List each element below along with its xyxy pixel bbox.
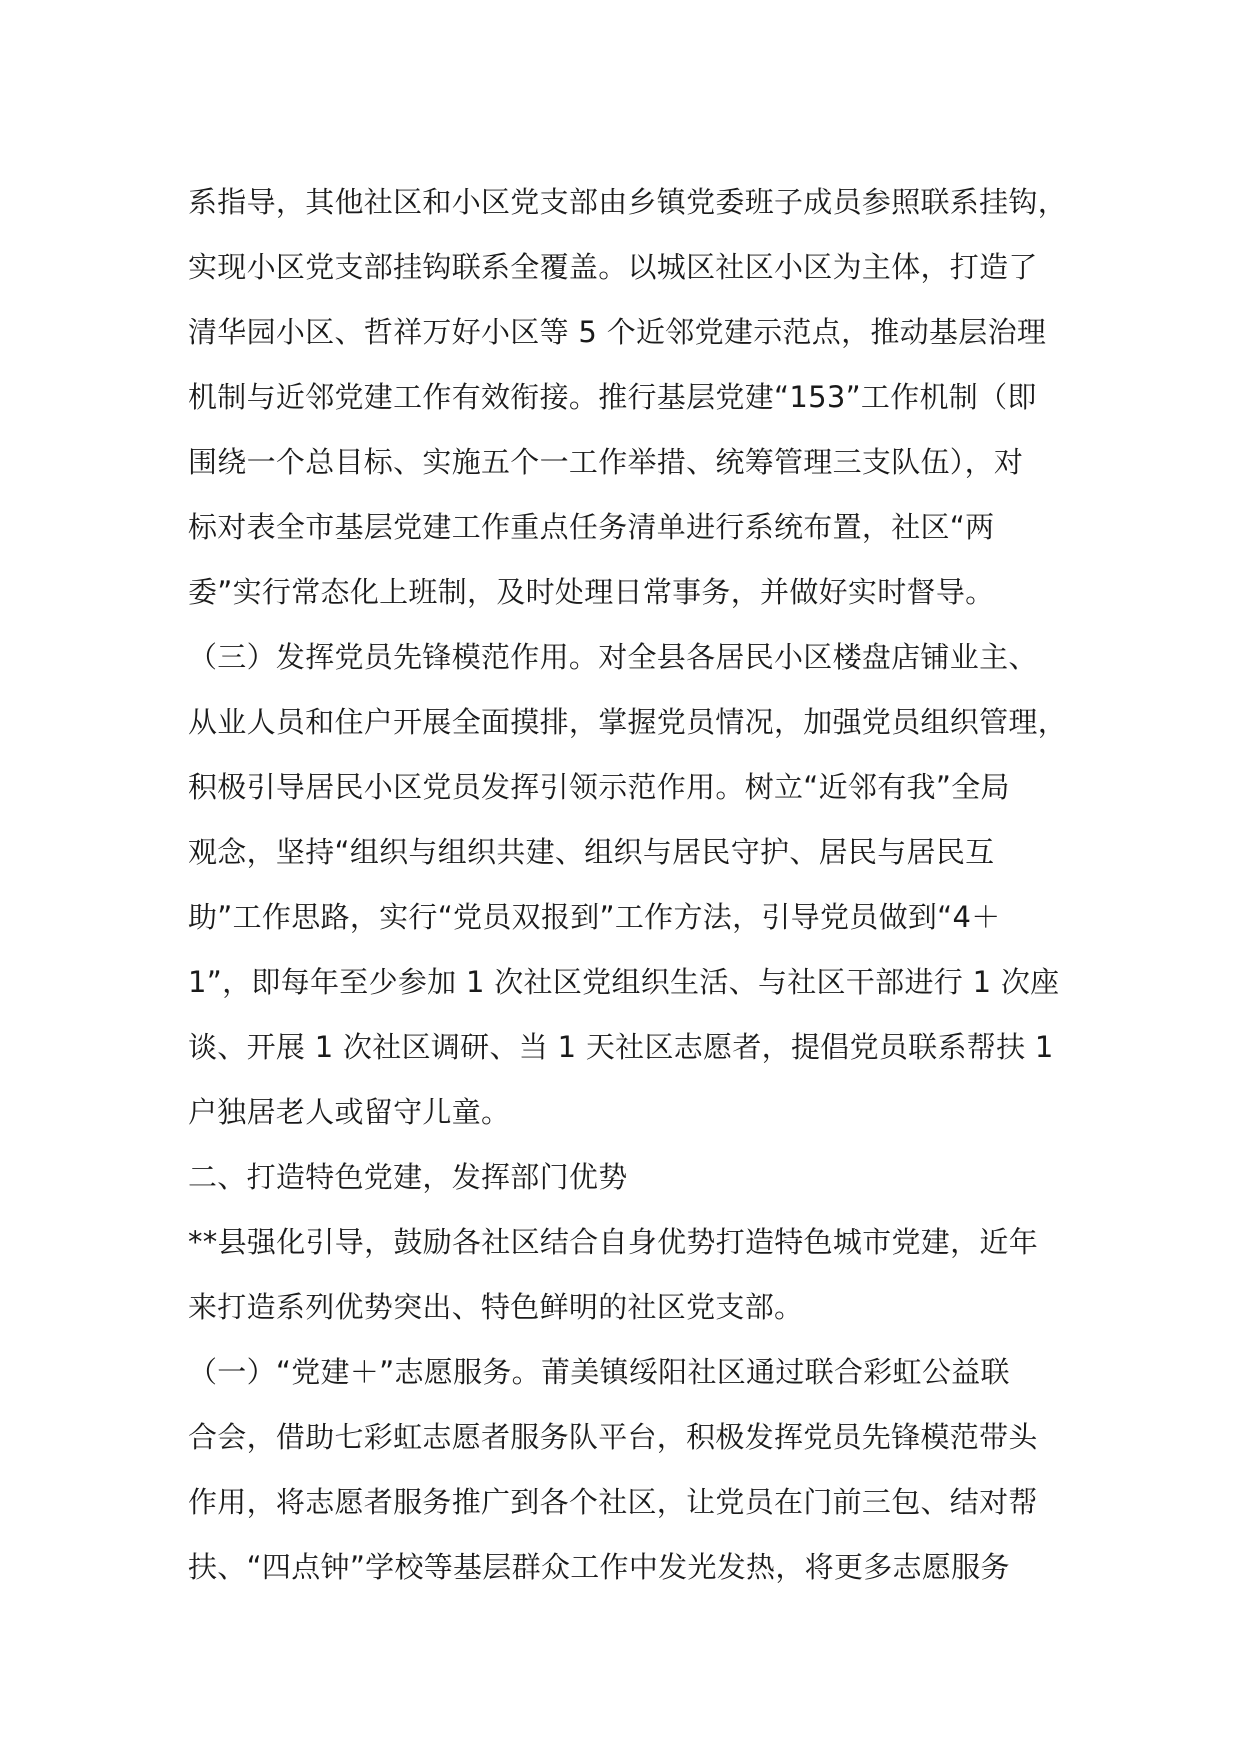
text-line: 户独居老人或留守儿童。: [188, 1095, 511, 1129]
text-line: 谈、开展 1 次社区调研、当 1 天社区志愿者，提倡党员联系帮扶 1: [188, 1030, 1054, 1064]
text-line: 扶、“四点钟”学校等基层群众工作中发光发热，将更多志愿服务: [188, 1550, 1010, 1584]
text-line: 从业人员和住户开展全面摸排，掌握党员情况，加强党员组织管理，: [188, 705, 1068, 739]
text-line: 清华园小区、哲祥万好小区等 5 个近邻党建示范点，推动基层治理: [188, 315, 1047, 349]
text-line: 合会，借助七彩虹志愿者服务队平台，积极发挥党员先锋模范带头: [188, 1420, 1038, 1454]
text-line: 积极引导居民小区党员发挥引领示范作用。树立“近邻有我”全局: [188, 770, 1010, 804]
text-line: 标对表全市基层党建工作重点任务清单进行系统布置，社区“两: [188, 510, 995, 544]
text-line: 围绕一个总目标、实施五个一工作举措、统筹管理三支队伍），对: [188, 445, 1024, 479]
text-line: 1”，即每年至少参加 1 次社区党组织生活、与社区干部进行 1 次座: [188, 965, 1060, 999]
text-line: 作用，将志愿者服务推广到各个社区，让党员在门前三包、结对帮: [188, 1485, 1038, 1519]
section-heading: 二、打造特色党建，发挥部门优势: [188, 1160, 628, 1194]
document-body: [188, 170, 1088, 1600]
text-line: **县强化引导，鼓励各社区结合自身优势打造特色城市党建，近年: [188, 1225, 1039, 1259]
text-line: 助”工作思路，实行“党员双报到”工作方法，引导党员做到“4＋: [188, 900, 1001, 934]
section-heading-line: （三）发挥党员先锋模范作用。对全县各居民小区楼盘店铺业主、: [188, 640, 1038, 674]
text-line: 观念，坚持“组织与组织共建、组织与居民守护、居民与居民互: [188, 835, 995, 869]
text-line: 委”实行常态化上班制，及时处理日常事务，并做好实时督导。: [188, 575, 995, 609]
text-line: 机制与近邻党建工作有效衔接。推行基层党建“153”工作机制（即: [188, 380, 1037, 414]
text-line: 实现小区党支部挂钩联系全覆盖。以城区社区小区为主体，打造了: [188, 250, 1038, 284]
text-line: 系指导，其他社区和小区党支部由乡镇党委班子成员参照联系挂钩，: [188, 185, 1068, 219]
text-line: 来打造系列优势突出、特色鲜明的社区党支部。: [188, 1290, 804, 1324]
subsection-heading-line: （一）“党建＋”志愿服务。莆美镇绥阳社区通过联合彩虹公益联: [188, 1355, 1010, 1389]
